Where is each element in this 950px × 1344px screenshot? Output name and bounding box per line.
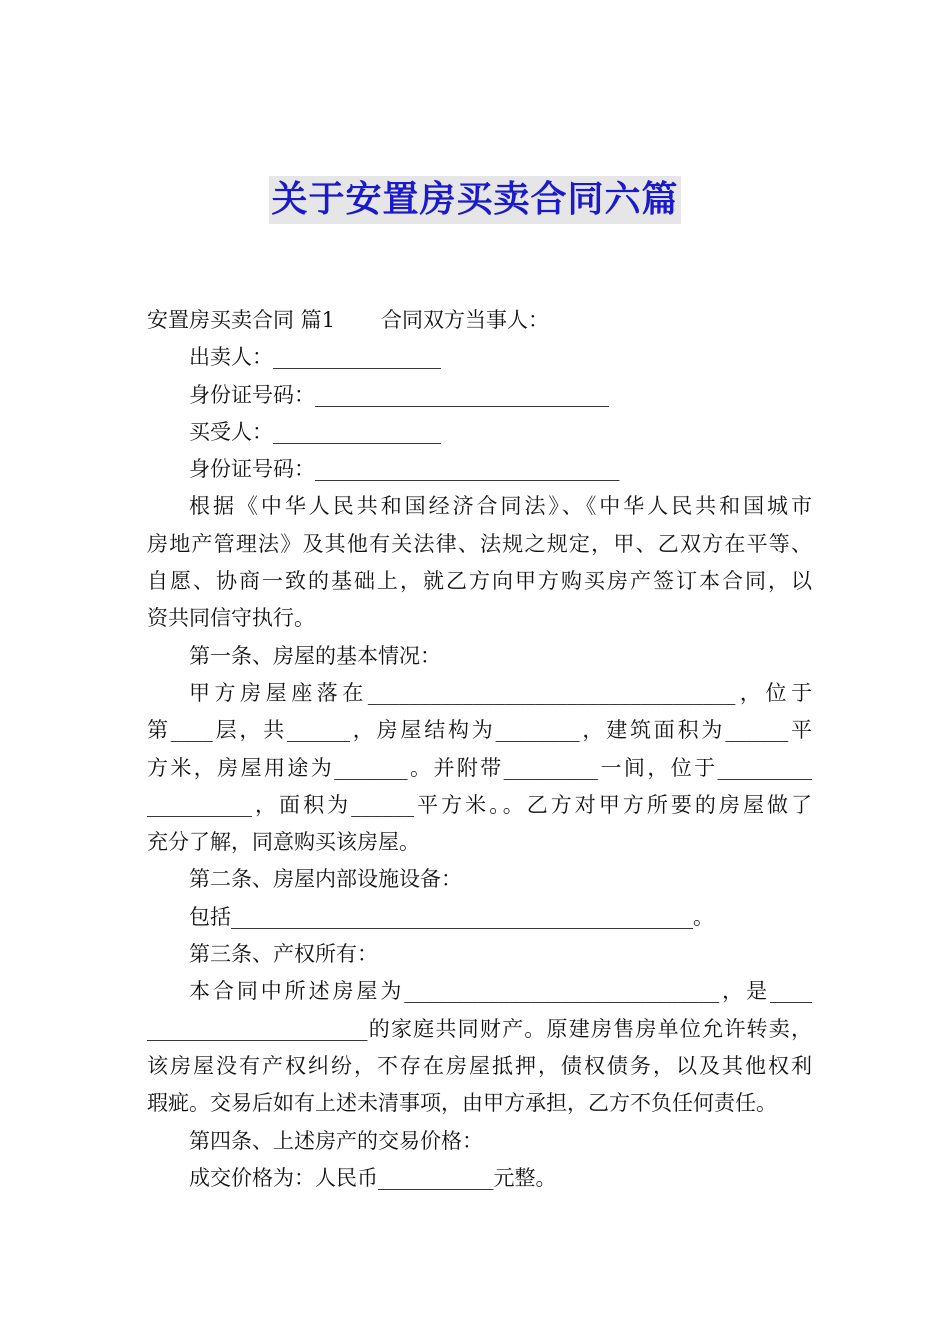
article3-line: 瑕疵。交易后如有上述未清事项，由甲方承担，乙方不负任何责任。 <box>147 1091 777 1116</box>
article1-line: 方米，房屋用途为_______。并附带_________一间，位于_________ <box>147 755 812 780</box>
intro-line: 房地产管理法》及其他有关法律、法规之规定，甲、乙双方在平等、 <box>147 531 812 556</box>
document-title: 关于安置房买卖合同六篇 <box>269 176 680 224</box>
article3-line: _____________________的家庭共同财产。原建房售房单位允许转卖， <box>147 1016 812 1041</box>
article3-line: 本合同中所述房屋为______________________________，是____ <box>189 979 812 1004</box>
article1-line: 第____层，共______，房屋结构为________，建筑面积为______平 <box>147 718 812 743</box>
article4-heading: 第四条、上述房产的交易价格： <box>189 1128 483 1153</box>
buyer-field: 买受人：________________ <box>189 419 441 444</box>
article1-heading: 第一条、房屋的基本情况： <box>189 643 441 668</box>
article2-heading: 第二条、房屋内部设施设备： <box>189 867 462 892</box>
parties-label: 合同双方当事人： <box>381 308 550 332</box>
contract-body <box>147 302 812 1197</box>
article2-line: 包括____________________________________________。 <box>189 904 714 929</box>
article1-line: 甲方房屋座落在___________________________________，位于 <box>189 680 812 705</box>
document-title-block <box>0 176 950 224</box>
seller-id-field: 身份证号码：____________________________ <box>189 382 609 407</box>
article3-heading: 第三条、产权所有： <box>189 942 378 967</box>
article3-line: 该房屋没有产权纠纷，不存在房屋抵押，债权债务，以及其他权利 <box>147 1053 812 1078</box>
article1-line: 充分了解，同意购买该房屋。 <box>147 830 420 855</box>
intro-line: 资共同信守执行。 <box>147 606 315 631</box>
article4-line: 成交价格为：人民币___________元整。 <box>189 1165 557 1190</box>
article1-line: __________，面积为______平方米。。乙方对甲方所要的房屋做了 <box>147 792 812 817</box>
section-label: 安置房买卖合同 篇1 <box>147 308 336 332</box>
seller-field: 出卖人：________________ <box>189 345 441 370</box>
section-header <box>147 302 812 339</box>
buyer-id-field: 身份证号码：_____________________________ <box>189 457 620 482</box>
intro-line: 根据《中华人民共和国经济合同法》、《中华人民共和国城市 <box>189 494 812 519</box>
intro-line: 自愿、协商一致的基础上，就乙方向甲方购买房产签订本合同，以 <box>147 569 812 594</box>
